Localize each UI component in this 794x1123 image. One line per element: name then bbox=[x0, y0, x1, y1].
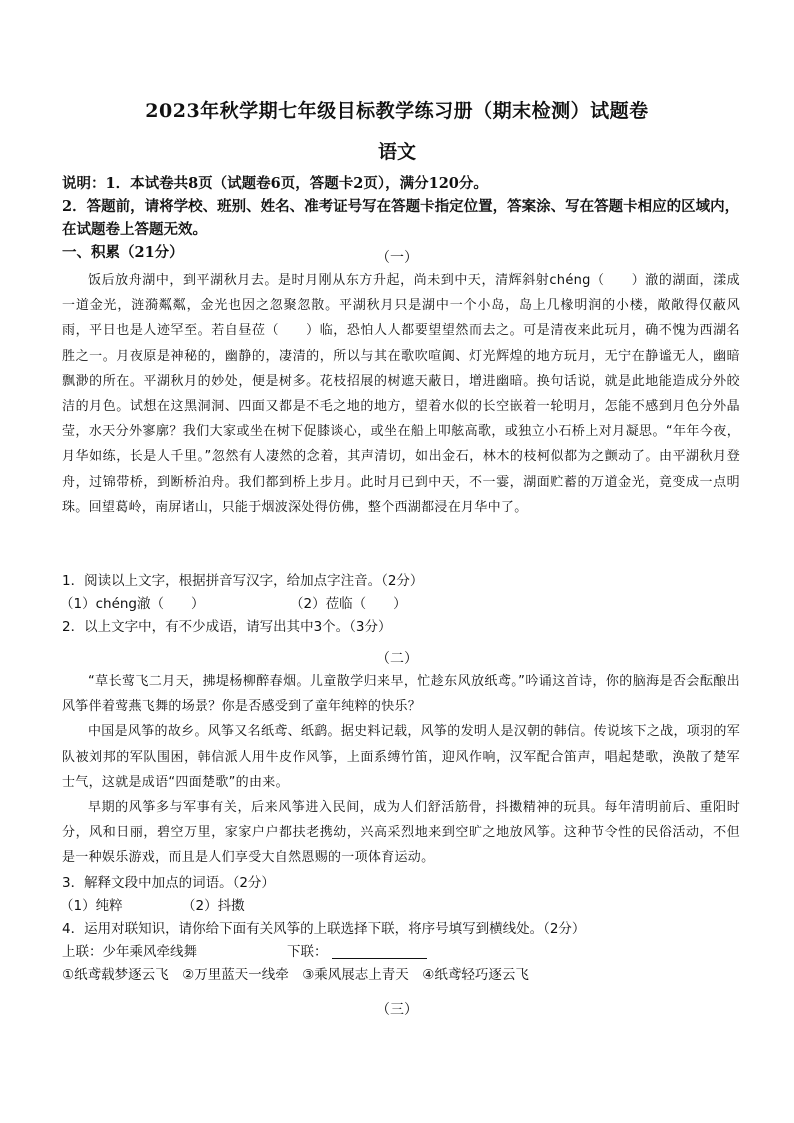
question-3 bbox=[62, 872, 740, 987]
question-4-stem: 4．运用对联知识，请你给下面有关风筝的上联选择下联，将序号填写到横线处。（2分） bbox=[62, 921, 586, 937]
couplet-options: ①纸鸢载梦逐云飞 ②万里蓝天一线牵 ③乘风展志上青天 ④纸鸢轻巧逐云飞 bbox=[62, 967, 529, 983]
couplet-lower-label: 下联： bbox=[287, 944, 328, 960]
question-3-part-a: （1）纯粹 bbox=[60, 898, 123, 914]
passage-2-paragraph-2: 中国是风筝的故乡。风筝又名纸鸢、纸鹞。据史料记载，风筝的发明人是汉朝的韩信。传说垓下之战，项羽的军队被刘邦的军队围困，韩信派人用牛皮作风筝，上面系缚竹笛，迎风作响，汉军配合笛声，唱起楚歌，涣散了楚军士气，这就是成语“四面楚歌”的由来。 bbox=[62, 724, 740, 790]
couplet-upper: 上联：少年乘风牵线舞 bbox=[62, 944, 197, 960]
question-3-stem: 3．解释文段中加点的词语。（2分） bbox=[62, 875, 275, 891]
instruction-line-1: 说明：1．本试卷共8页（试题卷6页，答题卡2页），满分120分。 bbox=[62, 175, 488, 192]
part-mark-2: （二） bbox=[376, 651, 418, 667]
page-title: 2023年秋学期七年级目标教学练习册（期末检测）试题卷 bbox=[145, 100, 649, 122]
part-mark-3: （三） bbox=[376, 1002, 418, 1018]
instruction-line-2: 2．答题前，请将学校、班别、姓名、准考证号写在答题卡指定位置，答案涂、写在答题卡相应的区域内，在试题卷上答题无效。 bbox=[62, 198, 740, 238]
passage-1 bbox=[62, 268, 740, 520]
question-1-stem: 1．阅读以上文字，根据拼音写汉字，给加点字注音。（2分） bbox=[62, 573, 424, 589]
question-3-part-b: （2）抖擞 bbox=[182, 898, 245, 914]
question-2-stem: 2．以上文字中，有不少成语，请写出其中3个。（3分） bbox=[62, 619, 392, 635]
section-heading-accumulation: 一、积累（21分） bbox=[62, 244, 184, 261]
question-1-part-a: （1）chéng澈（ ） bbox=[60, 596, 205, 612]
passage-2 bbox=[62, 669, 740, 871]
passage-1-text: 饭后放舟湖中，到平湖秋月去。是时月刚从东方升起，尚未到中天，清辉斜射chéng（ ）澈的湖面，漾成一道金光，涟漪粼粼，金光也因之忽聚忽散。平湖秋月只是湖中一个小岛，岛上几椽明润的小楼，敞敞得仅蔽风雨，平日也是人迹罕至。若自昼莅（ ）临，恐怕人人都要望望然而去之。可是清夜来此玩月，确不愧为西湖名胜之一。月夜原是神秘的，幽静的，凄清的，所以与其在歌吹喧阗、灯光辉煌的地方玩月，无宁在静谧无人，幽暗飘渺的所在。平湖秋月的妙处，便是树多。花枝招展的树遮天蔽日，增进幽暗。换句话说，就是此地能造成分外皎洁的月色。试想在这黑洞洞、四面又都是不毛之地的地方，望着水似的长空嵌着一轮明月，怎能不感到月色分外晶莹，水天分外寥廓？我们大家或坐在树下促膝谈心，或坐在船上叩舷高歌，或独立小石桥上对月凝思。“年年今夜，月华如练，长是人千里。”忽然有人凄然的念着，其声清切，如出金石，林木的枝柯似都为之颤动了。由平湖秋月登舟，过锦带桥，到断桥泊舟。我们都到桥上步月。此时月已到中天，不一霎，湖面贮蓄的万道金光，竟变成一点明珠。回望葛岭，南屏诸山，只能于烟波深处得仿佛，整个西湖都浸在月华中了。 bbox=[62, 273, 740, 515]
subject-title: 语文 bbox=[377, 141, 416, 163]
passage-2-paragraph-3: 早期的风筝多与军事有关，后来风筝进入民间，成为人们舒活筋骨，抖擞精神的玩具。每年清明前后、重阳时分，风和日丽，碧空万里，家家户户都扶老携幼，兴高采烈地来到空旷之地放风筝。这种节令性的民俗活动，不但是一种娱乐游戏，而且是人们享受大自然恩赐的一项体育运动。 bbox=[62, 800, 740, 866]
couplet-answer-blank[interactable] bbox=[332, 944, 427, 959]
question-1 bbox=[62, 570, 740, 639]
question-1-part-b: （2）莅临（ ） bbox=[290, 596, 407, 612]
passage-2-paragraph-1: “草长莺飞二月天，拂堤杨柳醉春烟。儿童散学归来早，忙趁东风放纸鸢。”吟诵这首诗，你的脑海是否会酝酿出风筝伴着莺燕飞舞的场景？你是否感受到了童年纯粹的快乐？ bbox=[62, 674, 740, 715]
part-mark-1: （一） bbox=[376, 250, 418, 266]
